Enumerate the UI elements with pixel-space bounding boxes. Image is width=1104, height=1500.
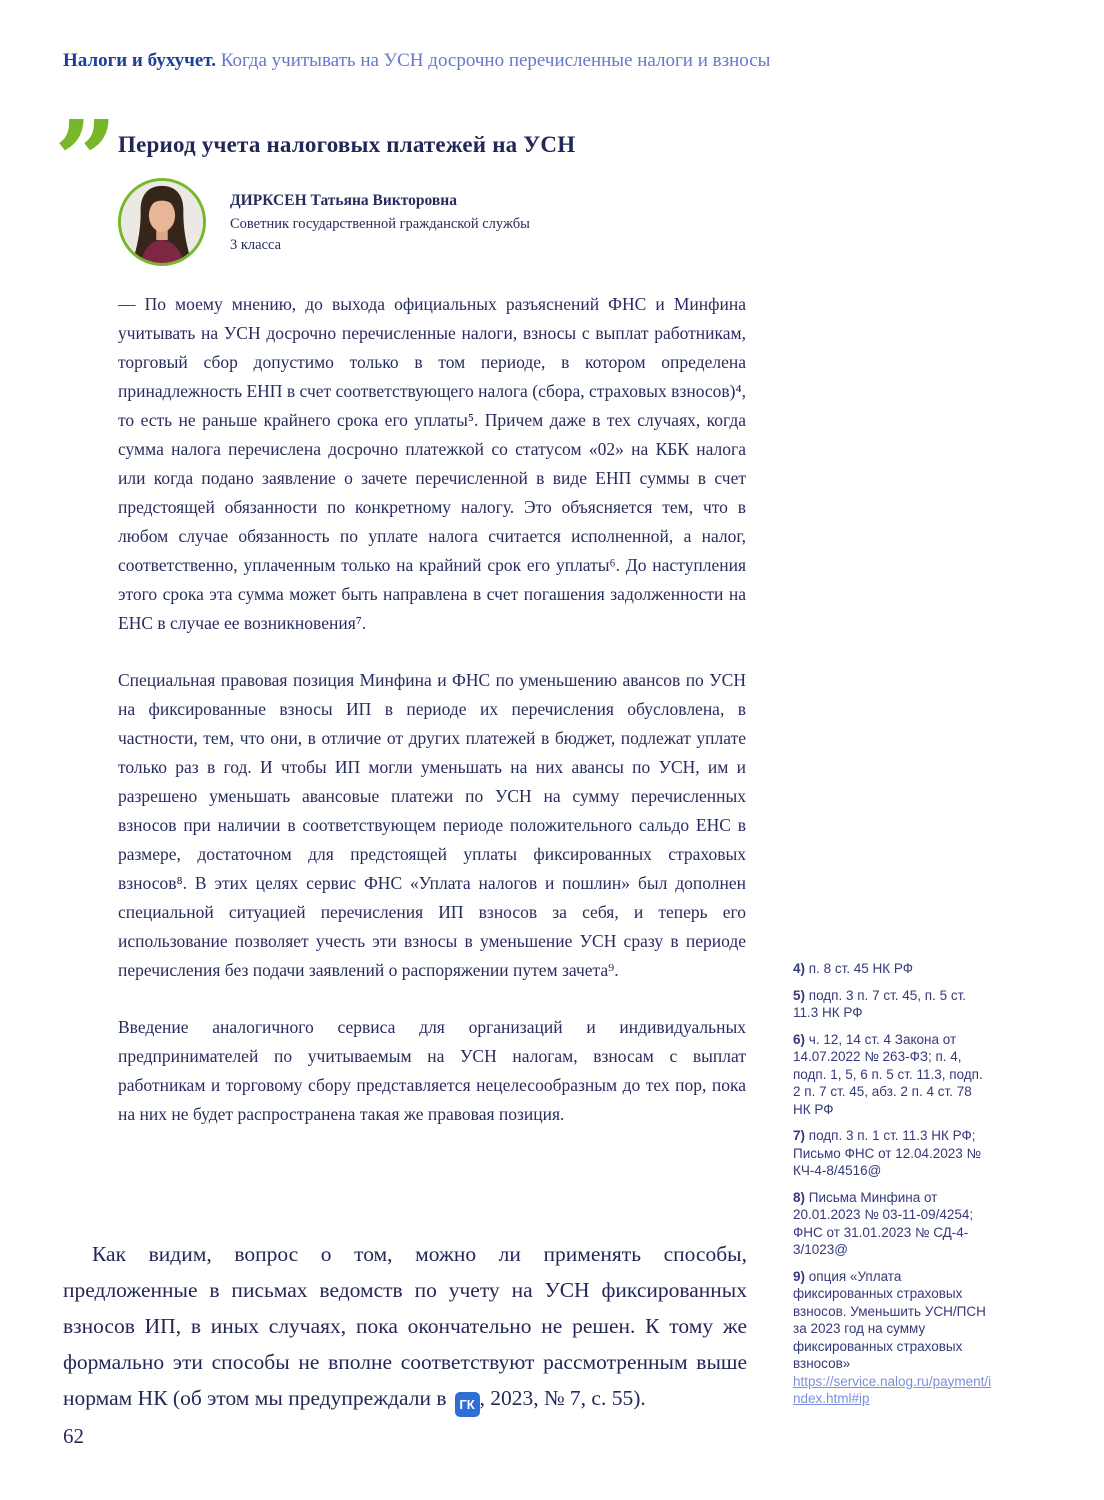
body-paragraph: Специальная правовая позиция Минфина и ФНС по уменьшению авансов по УСН на фиксированные взносы ИП в периоде их перечисления обусловлена, в частности, тем, что они, в отличие от других платежей в бюджет, подлежат уплате только раз в год. И чтобы ИП могли уменьшать на них авансы по УСН, им и разрешено уменьшать авансовые платежи по УСН на сумму перечисленных взносов при наличии в соответствующем периоде положительного сальдо ЕНС в размере, достаточном для предстоящей уплаты фиксированных страховых взносов⁸. В этих целях сервис ФНС «Уплата налогов и пошлин» был дополнен специальной ситуацией перечисления ИП взносов за себя, и теперь его использование позволяет учесть эти взносы в уменьшение УСН сразу в периоде перечисления без подачи заявлений о распоряжении путем зачета⁹. — [118, 670, 746, 980]
author-photo-placeholder — [121, 181, 203, 263]
footnote-8 — [793, 1189, 993, 1259]
footnote-marker: 7) — [793, 1128, 806, 1143]
footnote-text: Письма Минфина от 20.01.2023 № 03-11-09/4254; ФНС от 31.01.2023 № СД-4-3/1023@ — [793, 1189, 974, 1257]
page-header — [63, 48, 1043, 74]
footnotes-sidebar — [793, 960, 993, 1417]
body-paragraph: — По моему мнению, до выхода официальных разъяснений ФНС и Минфина учитывать на УСН досрочно перечисленные налоги, взносы с выплат работникам, торговый сбор допустимо только в том периоде, в котором определена принадлежность ЕНП в счет соответствующего налога (сбора, страховых взносов)⁴, то есть не раньше крайнего срока его уплаты⁵. Причем даже в тех случаях, когда сумма налога перечислена досрочно платежкой со статусом «02» на КБК налога или когда подано заявление о зачете перечисленной в виде ЕНП суммы в счет предстоящей обязанности по конкретному налогу. Это объясняется тем, что в любом случае обязанность по уплате налога считается исполненной, а налог, соответственно, уплаченным только на крайний срок его уплаты⁶. До наступления этого срока эта сумма может быть направлена в счет погашения задолженности на ЕНС в случае ее возникновения⁷. — [118, 294, 746, 633]
footnote-text: опция «Уплата фиксированных страховых взносов. Уменьшить УСН/ПСН за 2023 год на сумму фиксированных страховых взносов» — [793, 1268, 986, 1371]
page-number: 62 — [63, 1424, 84, 1448]
author-role-line1: Советник государственной гражданской службы — [230, 216, 530, 232]
gk-magazine-icon: ГК — [455, 1392, 480, 1417]
body-paragraph: Введение аналогичного сервиса для организаций и индивидуальных предпринимателей по учитываемым на УСН налогам, взносам с выплат работникам и торговому сбору представляется нецелесообразным до тех пор, пока на них не будет распространена такая же правовая позиция. — [118, 1017, 746, 1124]
header-article-title: Когда учитывать на УСН досрочно перечисленные налоги и взносы — [215, 50, 771, 71]
footnote-text: подп. 3 п. 1 ст. 11.3 НК РФ; Письмо ФНС от 12.04.2023 № КЧ-4-8/4516@ — [793, 1128, 982, 1178]
closing-text-after: , 2023, № 7, с. 55). — [479, 1386, 646, 1410]
author-block — [118, 178, 530, 266]
footnote-text: ч. 12, 14 ст. 4 Закона от 14.07.2022 № 263-ФЗ; п. 4, подп. 1, 5, 6 п. 5 ст. 11.3, подп. 2 п. 7 ст. 45, абз. 2 п. 4 ст. 78 НК РФ — [793, 1031, 983, 1117]
footnote-4 — [793, 960, 993, 978]
closing-text-before: Как видим, вопрос о том, можно ли применять способы, предложенные в письмах ведомств по учету на УСН фиксированных взносов ИП, в иных случаях, пока окончательно не решен. К тому же формально эти способы не вполне соответствуют рассмотренным выше нормам НК (об этом мы предупреждали в — [63, 1242, 747, 1410]
article-title: Период учета налоговых платежей на УСН — [118, 132, 576, 157]
footnote-marker: 5) — [793, 987, 806, 1003]
author-avatar — [118, 178, 206, 266]
footnote-6 — [793, 1031, 993, 1119]
footnote-7 — [793, 1127, 993, 1180]
footnote-link[interactable]: https://service.nalog.ru/payment/index.html#ip — [793, 1373, 992, 1406]
quote-icon: ” — [54, 96, 118, 225]
author-name: ДИРКСЕН Татьяна Викторовна — [230, 192, 457, 209]
footnote-text: подп. 3 п. 7 ст. 45, п. 5 ст. 11.3 НК РФ — [793, 987, 967, 1020]
footnote-9 — [793, 1268, 993, 1408]
article-body — [118, 290, 746, 1157]
footnote-5 — [793, 987, 993, 1022]
footnote-marker: 6) — [793, 1031, 806, 1047]
footnote-marker: 4) — [793, 961, 806, 976]
footnote-marker: 9) — [793, 1268, 806, 1284]
author-info — [230, 190, 530, 256]
header-section-label: Налоги и бухучет. — [63, 50, 216, 71]
footnote-text: п. 8 ст. 45 НК РФ — [808, 961, 914, 976]
footnote-marker: 8) — [793, 1189, 806, 1205]
closing-paragraph — [63, 1236, 747, 1417]
author-role-line2: 3 класса — [230, 237, 282, 253]
